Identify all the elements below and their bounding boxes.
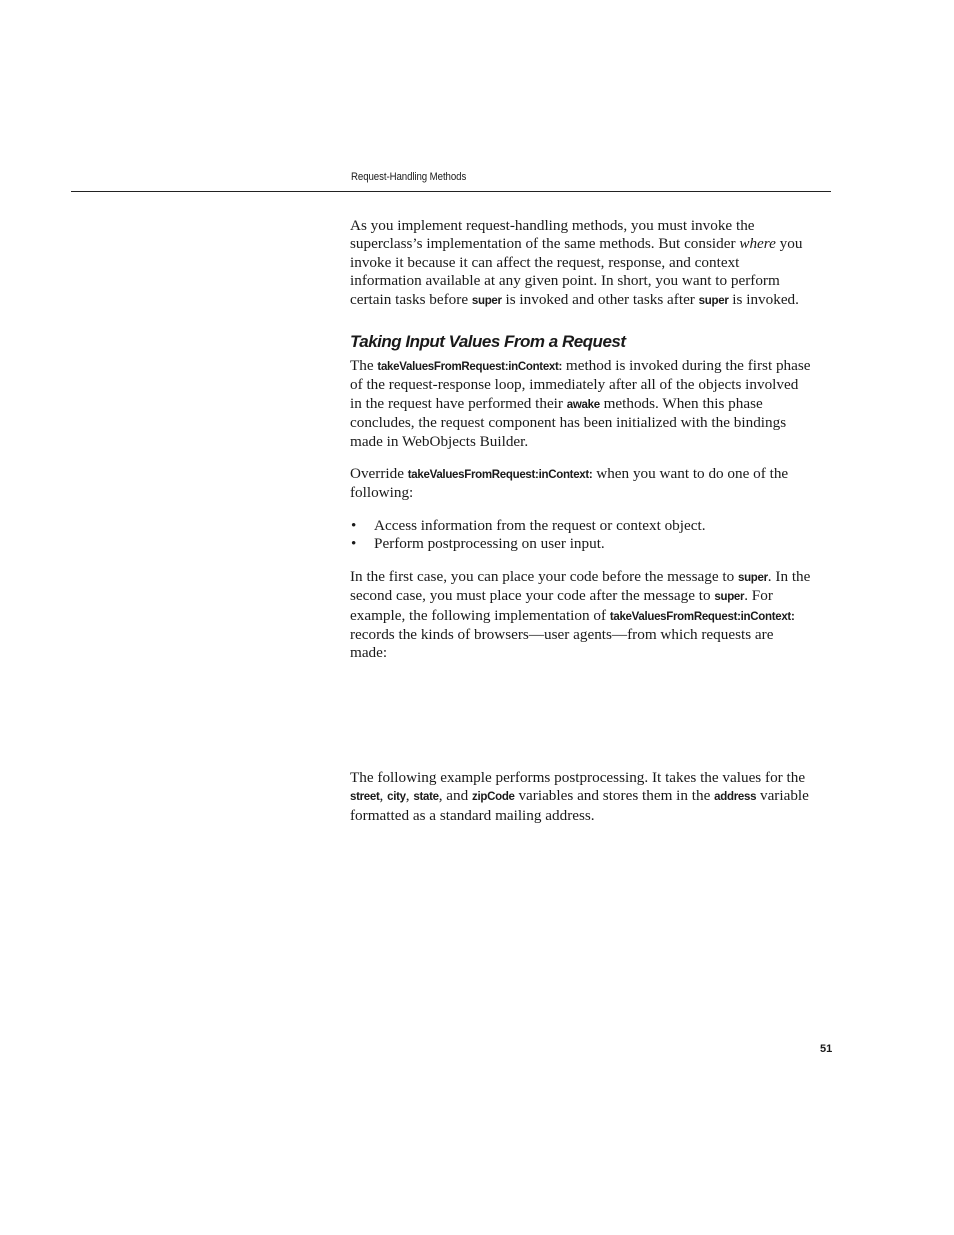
section-paragraph-2 xyxy=(350,465,812,503)
emphasis-where: where xyxy=(739,235,776,253)
header-rule xyxy=(71,191,831,192)
text: , xyxy=(379,787,388,805)
code-city: city xyxy=(387,791,406,804)
list-item-text: Access information from the request or context object. xyxy=(374,516,706,534)
text: you invoke it because it can affect the request, response, and context information available at any given point. In short, you want to perform certain tasks before xyxy=(350,235,803,308)
text: , and xyxy=(438,787,473,805)
bullet-icon: • xyxy=(351,516,357,534)
text: methods. When this phase concludes, the request component has been initialized with the bindings made in WebObjects Builder. xyxy=(350,394,787,450)
text: is invoked. xyxy=(728,290,799,308)
code-awake: awake xyxy=(566,398,600,411)
code-method: takeValuesFromRequest:inContext: xyxy=(407,469,593,482)
text: records the kinds of browsers—user agents—from which requests are made: xyxy=(350,625,774,662)
list-item-text: Perform postprocessing on user input. xyxy=(374,535,605,553)
running-head: Request-Handling Methods xyxy=(351,171,467,183)
code-super: super xyxy=(698,294,729,307)
text: , xyxy=(405,787,414,805)
section-heading: Taking Input Values From a Request xyxy=(350,332,626,352)
text: . In the second case, you must place your code after the message to xyxy=(350,567,811,605)
code-method: takeValuesFromRequest:inContext: xyxy=(609,610,795,623)
code-super: super xyxy=(471,294,502,307)
text: method is invoked during the first phase of the request-response loop, immediately after all of the objects involved in the request have performed their xyxy=(350,357,811,412)
code-method: takeValuesFromRequest:inContext: xyxy=(377,361,563,374)
section-paragraph-3 xyxy=(350,568,812,663)
text: As you implement request-handling methods, you must invoke the superclass’s implementation of the same methods. But consider xyxy=(350,217,755,253)
text: variable formatted as a standard mailing address. xyxy=(350,787,809,824)
code-super: super xyxy=(737,571,768,584)
text: is invoked and other tasks after xyxy=(501,290,699,308)
text: Override xyxy=(350,465,408,483)
list-item xyxy=(350,535,812,553)
text: . For example, the following implementation of xyxy=(350,587,773,624)
code-address: address xyxy=(714,791,757,804)
code-zipcode: zipCode xyxy=(472,791,515,804)
page-body xyxy=(350,217,812,825)
text: when you want to do one of the following: xyxy=(350,465,789,502)
bullet-list xyxy=(350,517,812,554)
section-paragraph-1 xyxy=(350,357,812,451)
page-number: 51 xyxy=(820,1043,833,1055)
code-super: super xyxy=(714,591,745,604)
list-item xyxy=(350,517,812,535)
text: The following example performs postprocessing. It takes the values for the xyxy=(350,768,806,786)
text: variables and stores them in the xyxy=(514,787,715,805)
text: In the first case, you can place your code before the message to xyxy=(350,567,738,585)
code-street: street xyxy=(350,791,380,804)
bullet-icon: • xyxy=(351,535,357,553)
section-paragraph-4 xyxy=(350,769,812,825)
text: The xyxy=(350,357,378,375)
code-state: state xyxy=(413,791,439,804)
intro-paragraph xyxy=(350,217,812,310)
